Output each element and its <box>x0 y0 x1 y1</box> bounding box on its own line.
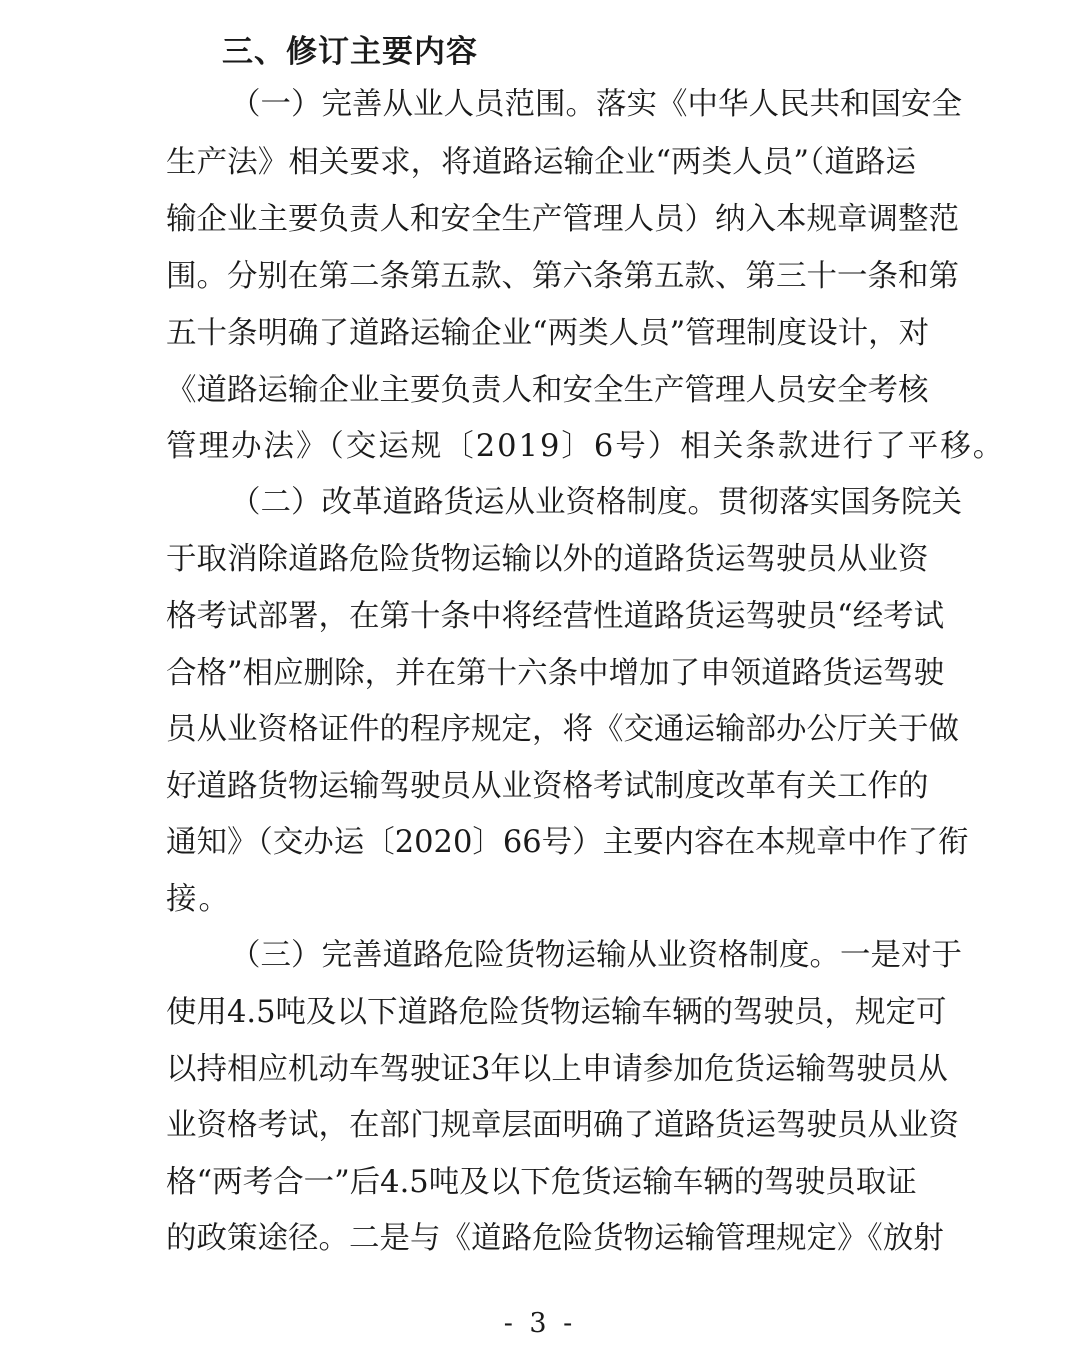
paragraph-line: 通知》（交办运〔2020〕66号）主要内容在本规章中作了衔 <box>166 825 969 860</box>
paragraph-line: 业资格考试，在部门规章层面明确了道路货运驾驶员从业资 <box>166 1108 959 1143</box>
paragraph-line: 好道路货物运输驾驶员从业资格考试制度改革有关工作的 <box>166 769 929 804</box>
paragraph-line: 接。 <box>166 882 231 917</box>
paragraph-line: 使用4.5吨及以下道路危险货物运输车辆的驾驶员，规定可 <box>166 995 947 1030</box>
paragraph-line: 的政策途径。二是与《道路危险货物运输管理规定》《放射 <box>166 1221 944 1256</box>
paragraph-line: （一）完善从业人员范围。落实《中华人民共和国安全 <box>230 87 962 122</box>
paragraph-line: 格考试部署，在第十条中将经营性道路货运驾驶员“经考试 <box>166 599 945 634</box>
paragraph-line: 格“两考合一”后4.5吨及以下危货运输车辆的驾驶员取证 <box>166 1165 917 1200</box>
paragraph-line: 于取消除道路危险货物运输以外的道路货运驾驶员从业资 <box>166 542 929 577</box>
paragraph-line: 以持相应机动车驾驶证3年以上申请参加危货运输驾驶员从 <box>166 1052 948 1087</box>
paragraph-line: 员从业资格证件的程序规定，将《交通运输部办公厅关于做 <box>166 712 959 747</box>
paragraph-line: （二）改革道路货运从业资格制度。贯彻落实国务院关 <box>230 485 962 520</box>
paragraph-line: （三）完善道路危险货物运输从业资格制度。一是对于 <box>230 938 962 973</box>
paragraph-line: 输企业主要负责人和安全生产管理人员）纳入本规章调整范 <box>166 202 959 237</box>
section-heading: 三、修订主要内容 <box>222 34 478 70</box>
paragraph-line: 管理办法》（交运规〔2019〕6号）相关条款进行了平移。 <box>166 429 1006 464</box>
paragraph-line: 《道路运输企业主要负责人和安全生产管理人员安全考核 <box>166 373 929 408</box>
paragraph-line: 合格”相应删除，并在第十六条中增加了申领道路货运驾驶 <box>166 656 945 691</box>
paragraph-line: 生产法》相关要求，将道路运输企业“两类人员”（道路运 <box>166 145 916 180</box>
page-number: - 3 - <box>503 1308 577 1339</box>
paragraph-line: 五十条明确了道路运输企业“两类人员”管理制度设计，对 <box>166 316 930 351</box>
paragraph-line: 围。分别在第二条第五款、第六条第五款、第三十一条和第 <box>166 259 959 294</box>
